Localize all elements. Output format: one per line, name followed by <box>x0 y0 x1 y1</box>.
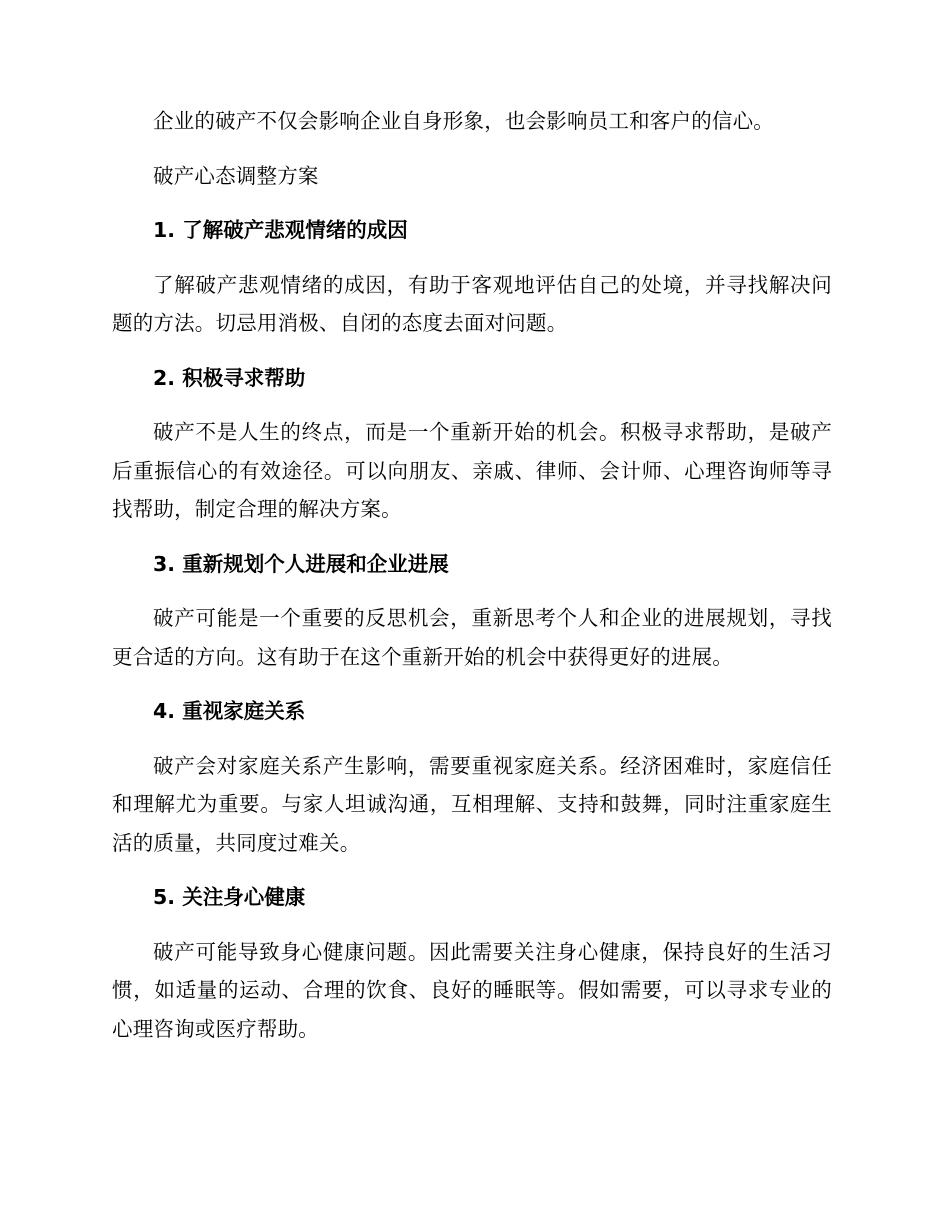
spacer <box>112 917 832 933</box>
spacer <box>112 195 832 211</box>
spacer <box>112 731 832 747</box>
spacer <box>112 397 832 413</box>
item-body-4: 破产会对家庭关系产生影响，需要重视家庭关系。经济困难时，家庭信任和理解尤为重要。与家人坦诚沟通，互相理解、支持和鼓舞，同时注重家庭生活的质量，共同度过难关。 <box>112 753 832 855</box>
spacer <box>112 583 832 599</box>
item-body-2: 破产不是人生的终点，而是一个重新开始的机会。积极寻求帮助，是破产后重振信心的有效途径。可以向朋友、亲戚、律师、会计师、心理咨询师等寻找帮助，制定合理的解决方案。 <box>112 420 832 521</box>
spacer <box>112 343 832 359</box>
spacer <box>112 676 832 692</box>
spacer <box>112 862 832 878</box>
item-body-3: 破产可能是一个重要的反思机会，重新思考个人和企业的进展规划，寻找更合适的方向。这有助于在这个重新开始的机会中获得更好的进展。 <box>112 606 832 669</box>
item-heading-4: 4. 重视家庭关系 <box>153 699 306 723</box>
item-heading-3: 3. 重新规划个人进展和企业进展 <box>153 551 449 576</box>
spacer <box>112 141 832 157</box>
item-heading-1: 1. 了解破产悲观情绪的成因 <box>153 218 408 242</box>
spacer <box>112 529 832 545</box>
intro-paragraph: 企业的破产不仅会影响企业自身形象，也会影响员工和客户的信心。 <box>153 109 774 133</box>
section-title: 破产心态调整方案 <box>153 163 319 188</box>
item-body-5: 破产可能导致身心健康问题。因此需要关注身心健康，保持良好的生活习惯，如适量的运动、合理的饮食、良好的睡眠等。假如需要，可以寻求专业的心理咨询或医疗帮助。 <box>112 939 832 1041</box>
item-body-1: 了解破产悲观情绪的成因，有助于客观地评估自己的处境，并寻找解决问题的方法。切忌用消极、自闭的态度去面对问题。 <box>112 272 832 335</box>
spacer <box>112 250 832 266</box>
item-heading-5: 5. 关注身心健康 <box>153 885 306 909</box>
item-heading-2: 2. 积极寻求帮助 <box>153 365 306 390</box>
document-page <box>112 102 832 1048</box>
